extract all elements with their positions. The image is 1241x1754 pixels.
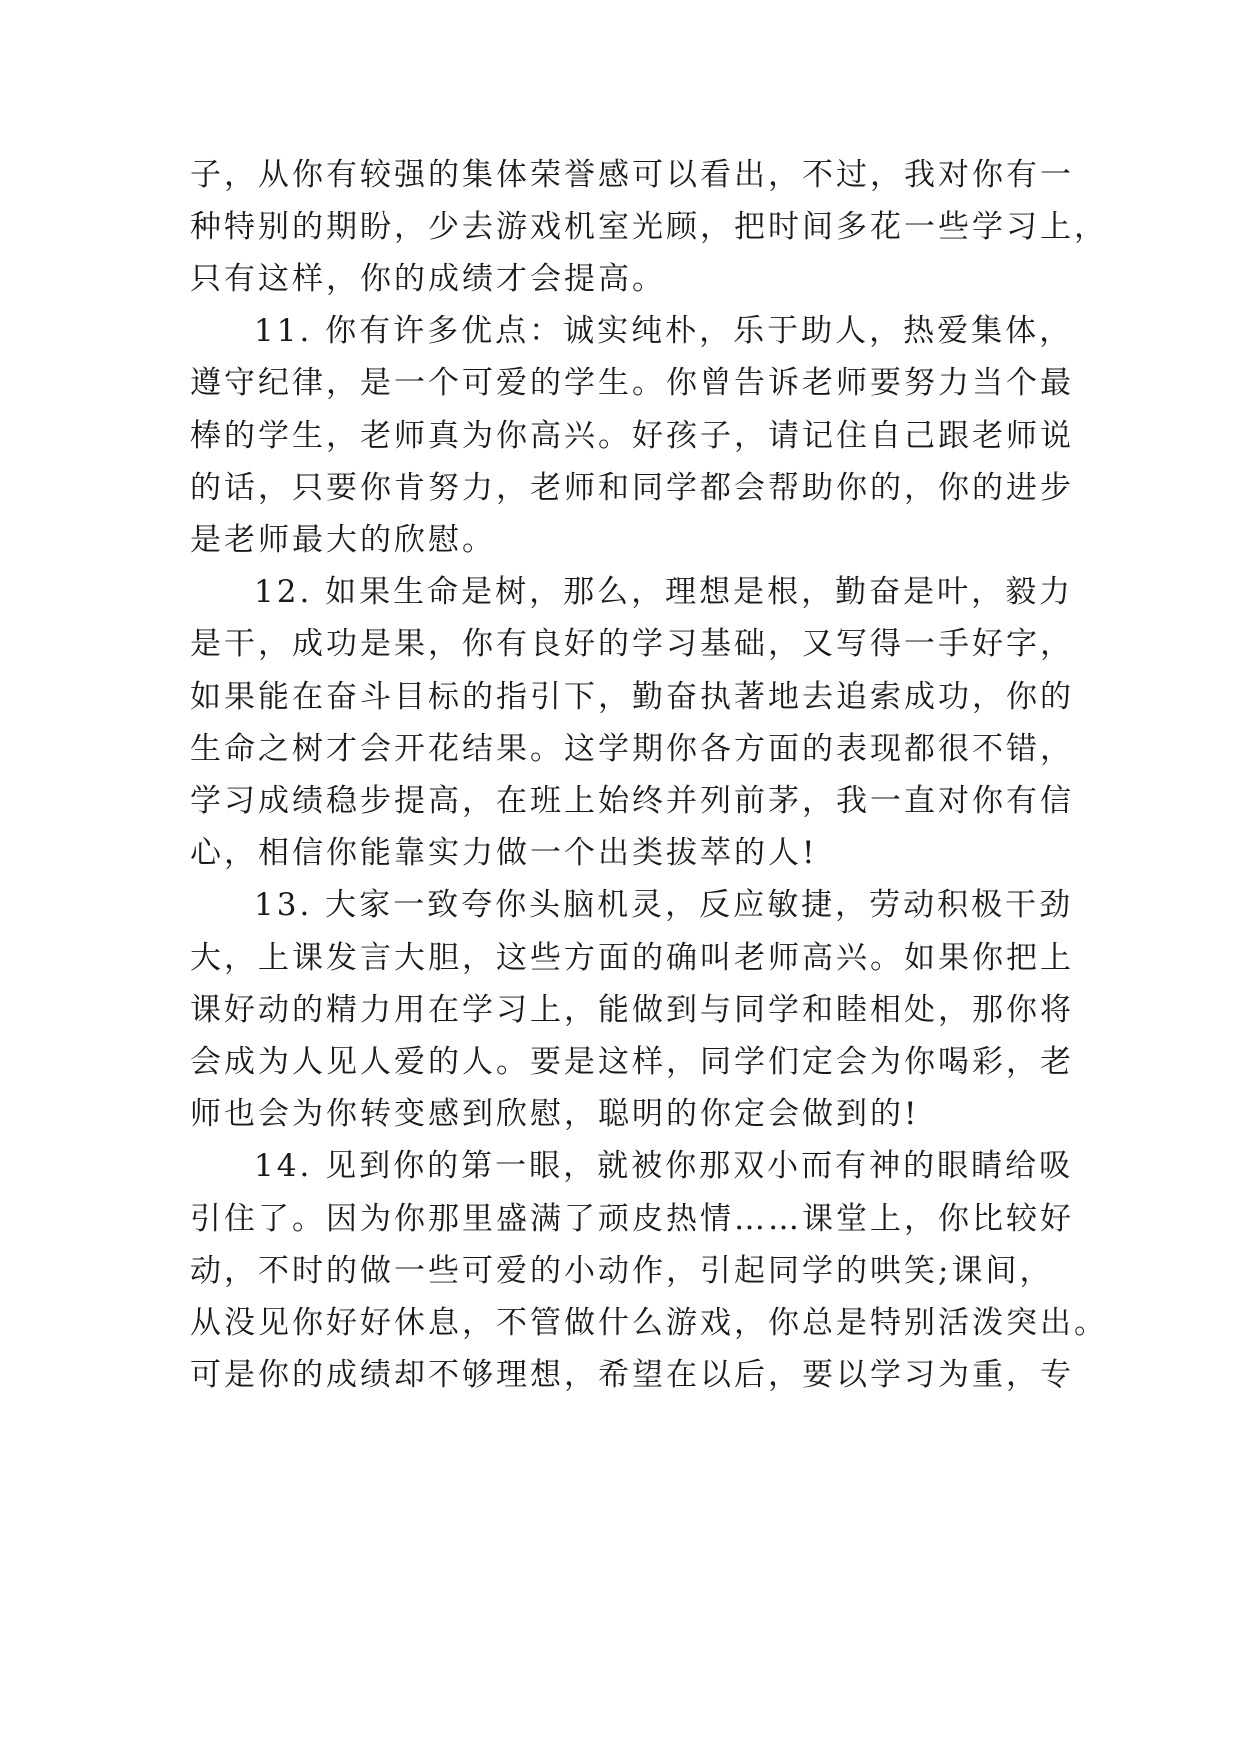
text-line: 是老师最大的欣慰。 xyxy=(190,522,496,558)
text-line: 棒的学生，老师真为你高兴。好孩子，请记住自己跟老师说 xyxy=(190,418,1074,454)
text-line: 可是你的成绩却不够理想，希望在以后，要以学习为重，专 xyxy=(190,1357,1074,1393)
text-line: 的话，只要你肯努力，老师和同学都会帮助你的，你的进步 xyxy=(190,470,1074,506)
text-line: 动，不时的做一些可爱的小动作，引起同学的哄笑;课间， xyxy=(190,1253,1054,1289)
text-line: 如果能在奋斗目标的指引下，勤奋执著地去追索成功，你的 xyxy=(190,679,1074,715)
text-line: 师也会为你转变感到欣慰，聪明的你定会做到的! xyxy=(190,1096,920,1132)
text-line: 是干，成功是果，你有良好的学习基础，又写得一手好字， xyxy=(190,626,1074,662)
text-line: 学习成绩稳步提高，在班上始终并列前茅，我一直对你有信 xyxy=(190,783,1074,819)
text-line: 引住了。因为你那里盛满了顽皮热情……课堂上，你比较好 xyxy=(190,1201,1074,1237)
text-line: 种特别的期盼，少去游戏机室光顾，把时间多花一些学习上， xyxy=(190,209,1108,245)
text-line: 会成为人见人爱的人。要是这样，同学们定会为你喝彩，老 xyxy=(190,1044,1074,1080)
text-line: 从没见你好好休息，不管做什么游戏，你总是特别活泼突出。 xyxy=(190,1305,1108,1341)
text-line: 心，相信你能靠实力做一个出类拔萃的人! xyxy=(190,835,818,871)
paragraph-11-start: 11. 你有许多优点：诚实纯朴，乐于助人，热爱集体， xyxy=(254,313,1074,349)
paragraph-14-start: 14. 见到你的第一眼，就被你那双小而有神的眼睛给吸 xyxy=(254,1148,1074,1184)
text-line: 生命之树才会开花结果。这学期你各方面的表现都很不错， xyxy=(190,731,1074,767)
text-line: 只有这样，你的成绩才会提高。 xyxy=(190,261,666,297)
text-line: 遵守纪律，是一个可爱的学生。你曾告诉老师要努力当个最 xyxy=(190,365,1074,401)
text-line: 大，上课发言大胆，这些方面的确叫老师高兴。如果你把上 xyxy=(190,940,1074,976)
paragraph-12-start: 12. 如果生命是树，那么，理想是根，勤奋是叶，毅力 xyxy=(254,574,1074,610)
text-line: 子，从你有较强的集体荣誉感可以看出，不过，我对你有一 xyxy=(190,157,1074,193)
text-line: 课好动的精力用在学习上，能做到与同学和睦相处，那你将 xyxy=(190,992,1074,1028)
paragraph-13-start: 13. 大家一致夸你头脑机灵，反应敏捷，劳动积极干劲 xyxy=(254,887,1074,923)
